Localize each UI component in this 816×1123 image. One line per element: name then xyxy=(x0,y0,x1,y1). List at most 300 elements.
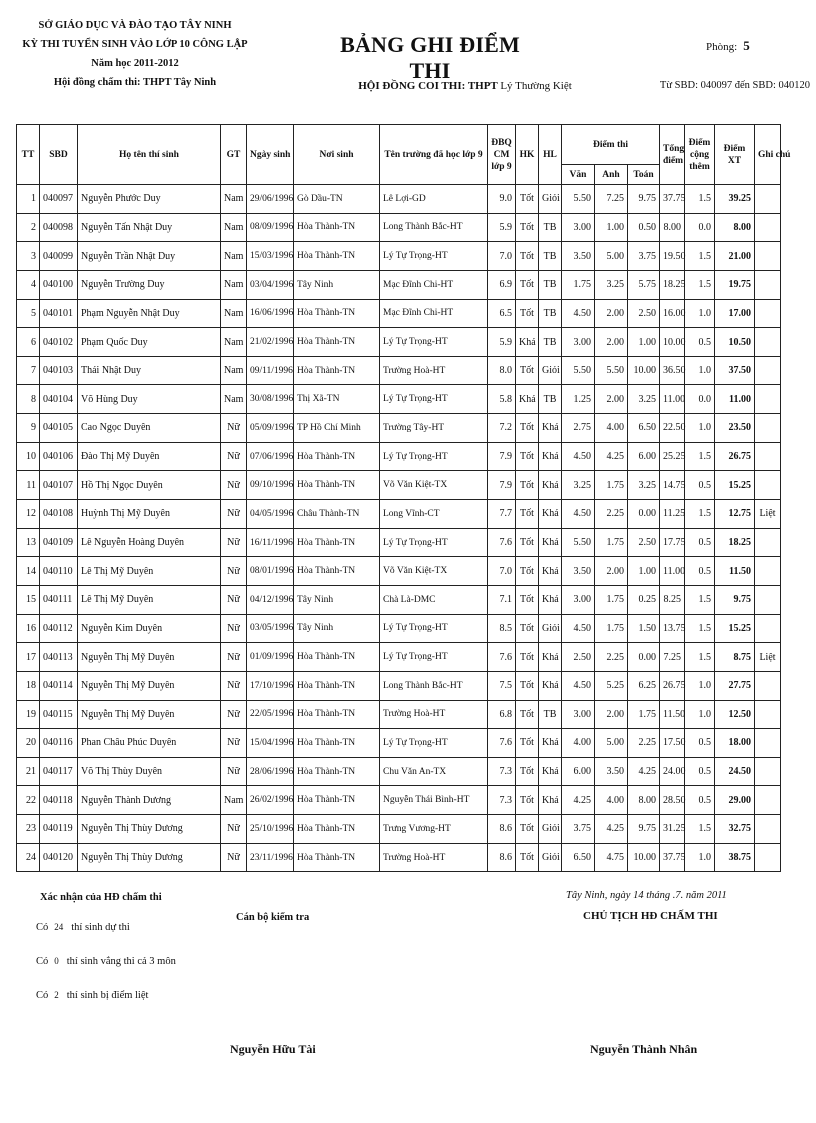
cell-dob: 05/09/1996 xyxy=(247,414,294,443)
cell-hk: Tốt xyxy=(516,442,539,471)
cell-hk: Tốt xyxy=(516,500,539,529)
cell-note xyxy=(755,700,781,729)
cell-dob: 30/08/1996 xyxy=(247,385,294,414)
cell-bonus: 0.5 xyxy=(685,328,715,357)
cell-note xyxy=(755,815,781,844)
cell-bonus: 0.0 xyxy=(685,385,715,414)
cell-hk: Khá xyxy=(516,385,539,414)
cell-tt: 20 xyxy=(17,729,40,758)
cell-toan: 2.50 xyxy=(628,528,660,557)
cell-toan: 0.25 xyxy=(628,585,660,614)
cell-sbd: 040119 xyxy=(40,815,78,844)
cell-dob: 03/04/1996 xyxy=(247,270,294,299)
cell-pob: Hòa Thành-TN xyxy=(294,299,380,328)
col-dbq-line3: lớp 9 xyxy=(491,161,512,172)
cell-dbq: 7.0 xyxy=(488,242,516,271)
cell-toan: 1.00 xyxy=(628,328,660,357)
cell-gt: Nữ xyxy=(221,729,247,758)
cell-anh: 1.75 xyxy=(595,471,628,500)
cell-total: 16.00 xyxy=(660,299,685,328)
cell-gt: Nữ xyxy=(221,643,247,672)
table-row xyxy=(17,328,781,357)
cell-note xyxy=(755,729,781,758)
cell-xt: 32.75 xyxy=(715,815,755,844)
cell-toan: 6.50 xyxy=(628,414,660,443)
cell-school: Long Thành Bắc-HT xyxy=(380,671,488,700)
stat-line xyxy=(36,922,130,933)
cell-note xyxy=(755,414,781,443)
cell-tt: 1 xyxy=(17,185,40,214)
col-hk: HK xyxy=(516,125,539,185)
cell-pob: Hòa Thành-TN xyxy=(294,328,380,357)
stat-text: thí sinh dự thi xyxy=(71,922,130,933)
cell-hl: Khá xyxy=(539,757,562,786)
cell-xt: 15.25 xyxy=(715,471,755,500)
exam-council xyxy=(350,80,580,92)
cell-bonus: 1.5 xyxy=(685,815,715,844)
chair-name: Nguyễn Thành Nhân xyxy=(590,1042,698,1056)
col-total-line1: Tổng xyxy=(663,143,685,154)
cell-name: Nguyễn Thị Thùy Dương xyxy=(78,815,221,844)
cell-tt: 22 xyxy=(17,786,40,815)
cell-dob: 21/02/1996 xyxy=(247,328,294,357)
cell-dob: 17/10/1996 xyxy=(247,671,294,700)
table-row xyxy=(17,843,781,872)
cell-school: Chu Văn An-TX xyxy=(380,757,488,786)
cell-anh: 4.00 xyxy=(595,414,628,443)
cell-tt: 16 xyxy=(17,614,40,643)
cell-van: 4.00 xyxy=(562,729,595,758)
score-table xyxy=(16,124,791,872)
cell-school: Trường Hoà-HT xyxy=(380,843,488,872)
cell-van: 2.50 xyxy=(562,643,595,672)
cell-name: Phạm Nguyễn Nhật Duy xyxy=(78,299,221,328)
cell-tt: 10 xyxy=(17,442,40,471)
table-row xyxy=(17,757,781,786)
table-row xyxy=(17,442,781,471)
cell-total: 28.50 xyxy=(660,786,685,815)
cell-total: 25.25 xyxy=(660,442,685,471)
col-gender: GT xyxy=(221,125,247,185)
cell-xt: 21.00 xyxy=(715,242,755,271)
cell-note: Liệt xyxy=(755,643,781,672)
cell-note xyxy=(755,185,781,214)
cell-toan: 8.00 xyxy=(628,786,660,815)
cell-school: Lý Tự Trọng-HT xyxy=(380,614,488,643)
cell-sbd: 040098 xyxy=(40,213,78,242)
cell-tt: 5 xyxy=(17,299,40,328)
cell-dbq: 5.9 xyxy=(488,328,516,357)
cell-van: 3.50 xyxy=(562,557,595,586)
col-scores-group: Điểm thi xyxy=(562,125,660,165)
cell-xt: 8.00 xyxy=(715,213,755,242)
cell-van: 6.50 xyxy=(562,843,595,872)
cell-xt: 27.75 xyxy=(715,671,755,700)
cell-bonus: 0.5 xyxy=(685,757,715,786)
cell-bonus: 1.5 xyxy=(685,185,715,214)
cell-hl: Giỏi xyxy=(539,843,562,872)
cell-gt: Nam xyxy=(221,242,247,271)
cell-school: Lý Tự Trọng-HT xyxy=(380,528,488,557)
cell-anh: 5.25 xyxy=(595,671,628,700)
col-dbq xyxy=(488,125,516,185)
cell-hl: TB xyxy=(539,385,562,414)
cell-dob: 22/05/1996 xyxy=(247,700,294,729)
cell-gt: Nữ xyxy=(221,843,247,872)
cell-dob: 08/09/1996 xyxy=(247,213,294,242)
cell-note xyxy=(755,786,781,815)
col-total-line2: điểm xyxy=(663,155,684,166)
cell-tt: 14 xyxy=(17,557,40,586)
cell-dob: 09/11/1996 xyxy=(247,356,294,385)
cell-total: 11.25 xyxy=(660,500,685,529)
col-toan: Toán xyxy=(628,165,660,185)
cell-hk: Tốt xyxy=(516,757,539,786)
cell-hl: Khá xyxy=(539,557,562,586)
cell-name: Nguyễn Kim Duyên xyxy=(78,614,221,643)
cell-van: 4.25 xyxy=(562,786,595,815)
cell-sbd: 040105 xyxy=(40,414,78,443)
cell-pob: Hòa Thành-TN xyxy=(294,242,380,271)
cell-pob: Hòa Thành-TN xyxy=(294,356,380,385)
cell-anh: 2.00 xyxy=(595,299,628,328)
signing-date: Tây Ninh, ngày 14 tháng .7. năm 2011 xyxy=(566,890,727,901)
cell-school: Lý Tự Trọng-HT xyxy=(380,328,488,357)
cell-anh: 4.25 xyxy=(595,815,628,844)
cell-note xyxy=(755,614,781,643)
cell-hl: Giỏi xyxy=(539,614,562,643)
cell-name: Phan Châu Phúc Duyên xyxy=(78,729,221,758)
cell-name: Lê Nguyễn Hoàng Duyên xyxy=(78,528,221,557)
cell-dob: 16/06/1996 xyxy=(247,299,294,328)
cell-tt: 17 xyxy=(17,643,40,672)
cell-toan: 1.00 xyxy=(628,557,660,586)
cell-van: 5.50 xyxy=(562,528,595,557)
cell-anh: 5.50 xyxy=(595,356,628,385)
table-row xyxy=(17,700,781,729)
cell-dob: 25/10/1996 xyxy=(247,815,294,844)
cell-name: Lê Thị Mỹ Duyên xyxy=(78,585,221,614)
table-row xyxy=(17,242,781,271)
col-xt-line2: XT xyxy=(727,155,742,166)
reviewer-name: Nguyễn Hữu Tài xyxy=(230,1042,316,1056)
cell-toan: 3.25 xyxy=(628,471,660,500)
stat-line xyxy=(36,990,148,1001)
cell-dbq: 6.9 xyxy=(488,270,516,299)
col-dbq-line1: ĐBQ xyxy=(491,137,512,148)
table-row xyxy=(17,557,781,586)
cell-van: 3.00 xyxy=(562,328,595,357)
reviewer-label: Cán bộ kiểm tra xyxy=(236,912,310,923)
cell-name: Nguyễn Thị Thùy Dương xyxy=(78,843,221,872)
cell-toan: 9.75 xyxy=(628,185,660,214)
cell-tt: 13 xyxy=(17,528,40,557)
cell-dbq: 7.6 xyxy=(488,528,516,557)
cell-pob: Hòa Thành-TN xyxy=(294,815,380,844)
cell-hl: TB xyxy=(539,242,562,271)
stat-count: 24 xyxy=(54,922,64,932)
cell-gt: Nam xyxy=(221,270,247,299)
cell-dob: 29/06/1996 xyxy=(247,185,294,214)
stat-text: thí sinh vắng thi cả 3 môn xyxy=(66,956,176,967)
cell-dbq: 7.9 xyxy=(488,442,516,471)
cell-xt: 12.50 xyxy=(715,700,755,729)
cell-sbd: 040097 xyxy=(40,185,78,214)
cell-pob: Hòa Thành-TN xyxy=(294,757,380,786)
header-left-block xyxy=(20,16,250,92)
cell-total: 13.75 xyxy=(660,614,685,643)
cell-anh: 4.00 xyxy=(595,786,628,815)
cell-dbq: 8.5 xyxy=(488,614,516,643)
stat-prefix: Có xyxy=(36,990,49,1001)
cell-sbd: 040106 xyxy=(40,442,78,471)
cell-van: 5.50 xyxy=(562,185,595,214)
cell-bonus: 0.0 xyxy=(685,213,715,242)
cell-tt: 12 xyxy=(17,500,40,529)
chair-label: CHỦ TỊCH HĐ CHẤM THI xyxy=(583,910,718,922)
cell-note xyxy=(755,270,781,299)
cell-school: Lê Lợi-GD xyxy=(380,185,488,214)
cell-tt: 4 xyxy=(17,270,40,299)
table-row xyxy=(17,643,781,672)
cell-toan: 0.00 xyxy=(628,643,660,672)
cell-pob: Hòa Thành-TN xyxy=(294,557,380,586)
cell-hk: Tốt xyxy=(516,700,539,729)
cell-tt: 7 xyxy=(17,356,40,385)
cell-van: 4.50 xyxy=(562,299,595,328)
cell-dob: 09/10/1996 xyxy=(247,471,294,500)
cell-toan: 3.75 xyxy=(628,242,660,271)
cell-hk: Tốt xyxy=(516,414,539,443)
cell-tt: 15 xyxy=(17,585,40,614)
col-van: Văn xyxy=(562,165,595,185)
cell-hl: Khá xyxy=(539,528,562,557)
table-row xyxy=(17,671,781,700)
cell-xt: 11.50 xyxy=(715,557,755,586)
stat-count: 2 xyxy=(54,990,59,1000)
table-row xyxy=(17,185,781,214)
cell-dbq: 7.7 xyxy=(488,500,516,529)
cell-dob: 15/03/1996 xyxy=(247,242,294,271)
cell-note xyxy=(755,757,781,786)
cell-bonus: 0.5 xyxy=(685,729,715,758)
cell-total: 10.00 xyxy=(660,328,685,357)
cell-hk: Tốt xyxy=(516,213,539,242)
cell-pob: Thị Xã-TN xyxy=(294,385,380,414)
cell-xt: 29.00 xyxy=(715,786,755,815)
col-hl: HL xyxy=(539,125,562,185)
table-row xyxy=(17,385,781,414)
cell-name: Lê Thị Mỹ Duyên xyxy=(78,557,221,586)
col-bonus xyxy=(685,125,715,185)
cell-pob: Hòa Thành-TN xyxy=(294,471,380,500)
cell-note xyxy=(755,356,781,385)
cell-hl: Khá xyxy=(539,414,562,443)
cell-hl: TB xyxy=(539,270,562,299)
cell-dbq: 7.0 xyxy=(488,557,516,586)
cell-pob: TP Hồ Chí Minh xyxy=(294,414,380,443)
cell-gt: Nam xyxy=(221,299,247,328)
cell-tt: 23 xyxy=(17,815,40,844)
cell-total: 37.75 xyxy=(660,185,685,214)
school-year: Năm học 2011-2012 xyxy=(91,58,179,69)
cell-gt: Nữ xyxy=(221,757,247,786)
cell-sbd: 040109 xyxy=(40,528,78,557)
table-row xyxy=(17,500,781,529)
cell-note xyxy=(755,213,781,242)
cell-xt: 18.00 xyxy=(715,729,755,758)
cell-total: 19.50 xyxy=(660,242,685,271)
cell-tt: 18 xyxy=(17,671,40,700)
cell-school: Trường Hoà-HT xyxy=(380,356,488,385)
cell-name: Đào Thị Mỹ Duyên xyxy=(78,442,221,471)
cell-total: 17.75 xyxy=(660,528,685,557)
cell-pob: Hòa Thành-TN xyxy=(294,528,380,557)
cell-anh: 3.25 xyxy=(595,270,628,299)
cell-van: 3.00 xyxy=(562,700,595,729)
col-sbd: SBD xyxy=(40,125,78,185)
cell-name: Võ Hùng Duy xyxy=(78,385,221,414)
cell-tt: 24 xyxy=(17,843,40,872)
cell-name: Nguyễn Phước Duy xyxy=(78,185,221,214)
council-label: HỘI ĐỒNG COI THI: THPT xyxy=(358,80,498,92)
cell-dbq: 6.5 xyxy=(488,299,516,328)
cell-total: 17.50 xyxy=(660,729,685,758)
department-name: SỞ GIÁO DỤC VÀ ĐÀO TẠO TÂY NINH xyxy=(38,20,232,31)
cell-dob: 08/01/1996 xyxy=(247,557,294,586)
cell-hk: Tốt xyxy=(516,299,539,328)
cell-dob: 23/11/1996 xyxy=(247,843,294,872)
cell-toan: 0.50 xyxy=(628,213,660,242)
cell-school: Lý Tự Trọng-HT xyxy=(380,385,488,414)
cell-name: Nguyễn Thị Mỹ Duyên xyxy=(78,671,221,700)
cell-note xyxy=(755,299,781,328)
cell-toan: 2.50 xyxy=(628,299,660,328)
table-row xyxy=(17,729,781,758)
cell-pob: Tây Ninh xyxy=(294,270,380,299)
cell-anh: 2.25 xyxy=(595,643,628,672)
cell-dbq: 7.9 xyxy=(488,471,516,500)
cell-toan: 2.25 xyxy=(628,729,660,758)
cell-anh: 3.50 xyxy=(595,757,628,786)
cell-gt: Nam xyxy=(221,786,247,815)
cell-toan: 10.00 xyxy=(628,356,660,385)
cell-gt: Nữ xyxy=(221,414,247,443)
stat-line xyxy=(36,956,176,967)
cell-pob: Hòa Thành-TN xyxy=(294,442,380,471)
cell-school: Trường Hoà-HT xyxy=(380,700,488,729)
cell-xt: 37.50 xyxy=(715,356,755,385)
cell-tt: 8 xyxy=(17,385,40,414)
cell-dbq: 7.3 xyxy=(488,786,516,815)
cell-sbd: 040120 xyxy=(40,843,78,872)
cell-hk: Tốt xyxy=(516,843,539,872)
cell-total: 18.25 xyxy=(660,270,685,299)
cell-total: 7.25 xyxy=(660,643,685,672)
cell-hl: Khá xyxy=(539,471,562,500)
cell-dbq: 7.2 xyxy=(488,414,516,443)
cell-total: 8.00 xyxy=(660,213,685,242)
cell-anh: 4.25 xyxy=(595,442,628,471)
cell-name: Nguyễn Thị Mỹ Duyên xyxy=(78,700,221,729)
cell-bonus: 1.5 xyxy=(685,585,715,614)
cell-gt: Nữ xyxy=(221,700,247,729)
cell-dob: 16/11/1996 xyxy=(247,528,294,557)
cell-anh: 1.00 xyxy=(595,213,628,242)
cell-hk: Tốt xyxy=(516,242,539,271)
cell-note: Liệt xyxy=(755,500,781,529)
cell-dbq: 8.6 xyxy=(488,815,516,844)
cell-bonus: 1.5 xyxy=(685,643,715,672)
cell-gt: Nam xyxy=(221,185,247,214)
cell-school: Mạc Đĩnh Chi-HT xyxy=(380,270,488,299)
cell-tt: 6 xyxy=(17,328,40,357)
cell-hl: TB xyxy=(539,700,562,729)
col-note: Ghi chú xyxy=(755,125,781,185)
room-number: 5 xyxy=(743,38,750,53)
table-row xyxy=(17,299,781,328)
cell-bonus: 0.5 xyxy=(685,786,715,815)
cell-sbd: 040102 xyxy=(40,328,78,357)
cell-van: 6.00 xyxy=(562,757,595,786)
cell-xt: 18.25 xyxy=(715,528,755,557)
cell-pob: Tây Ninh xyxy=(294,614,380,643)
cell-anh: 1.75 xyxy=(595,585,628,614)
cell-total: 22.50 xyxy=(660,414,685,443)
cell-toan: 5.75 xyxy=(628,270,660,299)
cell-dob: 03/05/1996 xyxy=(247,614,294,643)
cell-toan: 9.75 xyxy=(628,815,660,844)
room-info xyxy=(706,38,750,54)
cell-sbd: 040117 xyxy=(40,757,78,786)
cell-hk: Tốt xyxy=(516,557,539,586)
cell-xt: 15.25 xyxy=(715,614,755,643)
cell-name: Nguyễn Trường Duy xyxy=(78,270,221,299)
council-confirmation: Xác nhận của HĐ chấm thi xyxy=(40,892,162,903)
cell-note xyxy=(755,585,781,614)
cell-note xyxy=(755,242,781,271)
cell-anh: 2.00 xyxy=(595,557,628,586)
cell-anh: 5.00 xyxy=(595,242,628,271)
cell-van: 1.25 xyxy=(562,385,595,414)
cell-school: Long Thành Bắc-HT xyxy=(380,213,488,242)
cell-dob: 26/02/1996 xyxy=(247,786,294,815)
stat-text: thí sinh bị điểm liệt xyxy=(66,990,149,1001)
sbd-range: Từ SBD: 040097 đến SBD: 040120 xyxy=(659,80,810,91)
cell-tt: 21 xyxy=(17,757,40,786)
col-pob: Nơi sinh xyxy=(294,125,380,185)
cell-dbq: 7.5 xyxy=(488,671,516,700)
cell-bonus: 1.0 xyxy=(685,671,715,700)
cell-dbq: 8.6 xyxy=(488,843,516,872)
cell-dob: 28/06/1996 xyxy=(247,757,294,786)
cell-name: Nguyễn Thành Dương xyxy=(78,786,221,815)
cell-dbq: 6.8 xyxy=(488,700,516,729)
table-row xyxy=(17,471,781,500)
cell-hl: Khá xyxy=(539,671,562,700)
cell-xt: 26.75 xyxy=(715,442,755,471)
cell-toan: 0.00 xyxy=(628,500,660,529)
cell-sbd: 040101 xyxy=(40,299,78,328)
cell-anh: 4.75 xyxy=(595,843,628,872)
cell-gt: Nam xyxy=(221,213,247,242)
cell-gt: Nam xyxy=(221,385,247,414)
cell-anh: 1.75 xyxy=(595,528,628,557)
cell-xt: 24.50 xyxy=(715,757,755,786)
cell-van: 3.50 xyxy=(562,242,595,271)
cell-hl: Khá xyxy=(539,729,562,758)
cell-xt: 10.50 xyxy=(715,328,755,357)
